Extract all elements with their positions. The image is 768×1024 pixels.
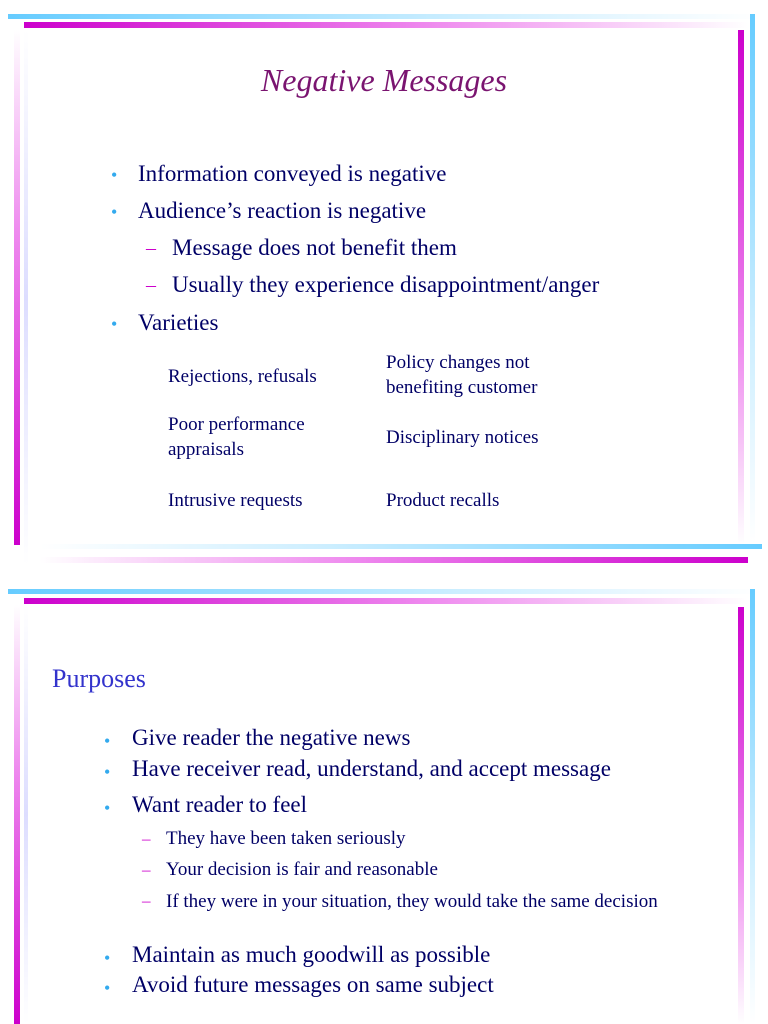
- sub-bullet-disappointment: Usually they experience disappointment/anger: [172, 272, 600, 297]
- variety-product-recalls: Product recalls: [386, 490, 500, 511]
- slide-title: Negative Messages: [260, 62, 508, 98]
- bullet-varieties: Varieties: [138, 310, 219, 335]
- frame-right-magenta-bar: [738, 30, 744, 545]
- bullet-dot-icon: •: [104, 798, 111, 818]
- dash-icon: –: [142, 829, 151, 848]
- frame-left-magenta-bar: [14, 605, 20, 1024]
- dash-icon: –: [146, 237, 156, 259]
- bullet-maintain-goodwill: Maintain as much goodwill as possible: [132, 942, 491, 967]
- variety-disciplinary: Disciplinary notices: [386, 427, 539, 448]
- bullet-avoid-future: Avoid future messages on same subject: [132, 972, 494, 997]
- bullet-give-negative-news: Give reader the negative news: [132, 725, 411, 750]
- bullet-dot-icon: •: [111, 202, 118, 222]
- frame-left-pale-bar: [24, 605, 28, 1024]
- frame-left-pale-bar: [24, 30, 28, 565]
- bullet-information-negative: Information conveyed is negative: [138, 161, 447, 186]
- bullet-dot-icon: •: [104, 948, 111, 968]
- bullet-accept-message: Have receiver read, understand, and accept message: [132, 756, 611, 781]
- sub-bullet-same-decision: If they were in your situation, they would take the same decision: [166, 891, 658, 912]
- variety-poor-performance: Poor performance appraisals: [168, 414, 305, 460]
- sub-bullet-no-benefit: Message does not benefit them: [172, 235, 457, 260]
- frame-top-magenta-bar: [24, 22, 748, 28]
- bullet-dot-icon: •: [104, 762, 111, 782]
- frame-top-cyan-bar: [8, 14, 760, 19]
- frame-bottom-cyan-bar: [40, 544, 762, 549]
- section-heading-purposes: Purposes: [52, 664, 146, 693]
- frame-top-cyan-bar: [8, 589, 760, 594]
- sub-bullet-taken-seriously: They have been taken seriously: [166, 828, 406, 849]
- frame-right-cyan-bar: [750, 589, 755, 1024]
- bullet-dot-icon: •: [104, 731, 111, 751]
- dash-icon: –: [142, 891, 151, 910]
- variety-rejections: Rejections, refusals: [168, 366, 317, 387]
- bullet-dot-icon: •: [111, 314, 118, 334]
- bullet-audience-reaction: Audience’s reaction is negative: [138, 198, 427, 223]
- dash-icon: –: [146, 274, 156, 296]
- frame-left-magenta-bar: [14, 30, 20, 545]
- bullet-dot-icon: •: [111, 165, 118, 185]
- bullet-want-reader-feel: Want reader to feel: [132, 792, 308, 817]
- dash-icon: –: [142, 860, 151, 879]
- bullet-dot-icon: •: [104, 978, 111, 998]
- sub-bullet-fair-reasonable: Your decision is fair and reasonable: [166, 859, 438, 880]
- variety-intrusive: Intrusive requests: [168, 490, 303, 511]
- variety-policy-changes: Policy changes not benefiting customer: [386, 352, 538, 398]
- frame-top-magenta-bar: [24, 598, 748, 604]
- frame-bottom-magenta-bar: [40, 557, 748, 563]
- frame-right-magenta-bar: [738, 607, 744, 1024]
